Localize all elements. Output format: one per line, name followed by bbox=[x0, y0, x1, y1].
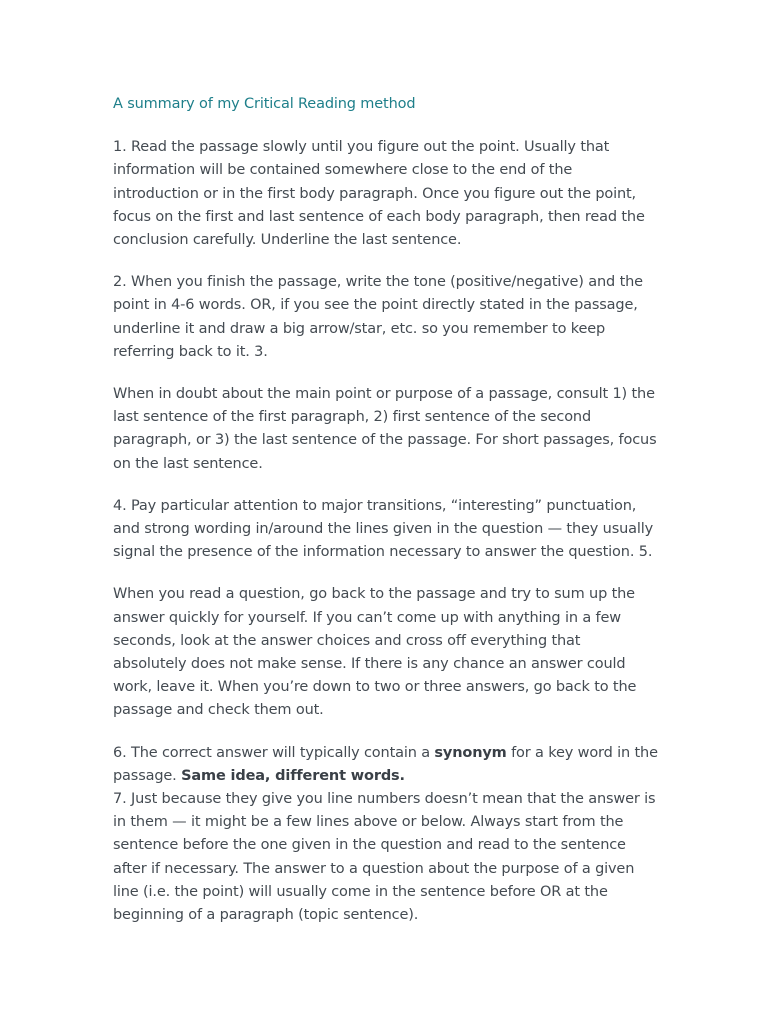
paragraph-step-3: When in doubt about the main point or purpose of a passage, consult 1) the last sentence of the first paragraph, 2) first sentence of the second paragraph, or 3) the last sentence of the passage. For short passages, focus on the last sentence. bbox=[113, 386, 657, 472]
paragraph-step-5: When you read a question, go back to the passage and try to sum up the answer quickly for yourself. If you can’t come up with anything in a few seconds, look at the answer choices and cross off everything that absolutely does not make sense. If there is any chance an answer could work, leave it. When you’re down to two or three answers, go back to the passage and check them out. bbox=[113, 586, 637, 719]
paragraph-step-7: 7. Just because they give you line numbers doesn’t mean that the answer is in them — it might be a few lines above or below. Always start from the sentence before the one given in the question and read to the sentence after if necessary. The answer to a question about the purpose of a given line (i.e. the point) will usually come in the sentence before OR at the beginning of a paragraph (topic sentence). bbox=[113, 791, 656, 924]
paragraph-step-6-text-a: 6. The correct answer will typically contain a bbox=[113, 744, 435, 761]
document-body bbox=[113, 93, 658, 946]
document-title: A summary of my Critical Reading method bbox=[113, 96, 416, 112]
paragraph-step-4: 4. Pay particular attention to major transitions, “interesting” punctuation, and strong wording in/around the lines given in the question — they usually signal the presence of the information necessary to answer the question. 5. bbox=[113, 497, 654, 561]
paragraph-step-1: 1. Read the passage slowly until you figure out the point. Usually that information will be contained somewhere close to the end of the introduction or in the first body paragraph. Once you figure out the point, focus on the first and last sentence of each body paragraph, then read the conclusion carefully. Underline the last sentence. bbox=[113, 139, 645, 249]
same-idea-emphasis: Same idea, different words. bbox=[181, 767, 405, 784]
synonym-emphasis: synonym bbox=[434, 744, 507, 761]
paragraph-step-6 bbox=[113, 742, 658, 788]
paragraph-step-6-text-b: for a key word in the passage. bbox=[113, 744, 658, 784]
paragraph-step-2: 2. When you finish the passage, write the tone (positive/negative) and the point in 4-6 words. OR, if you see the point directly stated in the passage, underline it and draw a big arrow/star, etc. so you remember to keep referring back to it. 3. bbox=[113, 274, 643, 360]
